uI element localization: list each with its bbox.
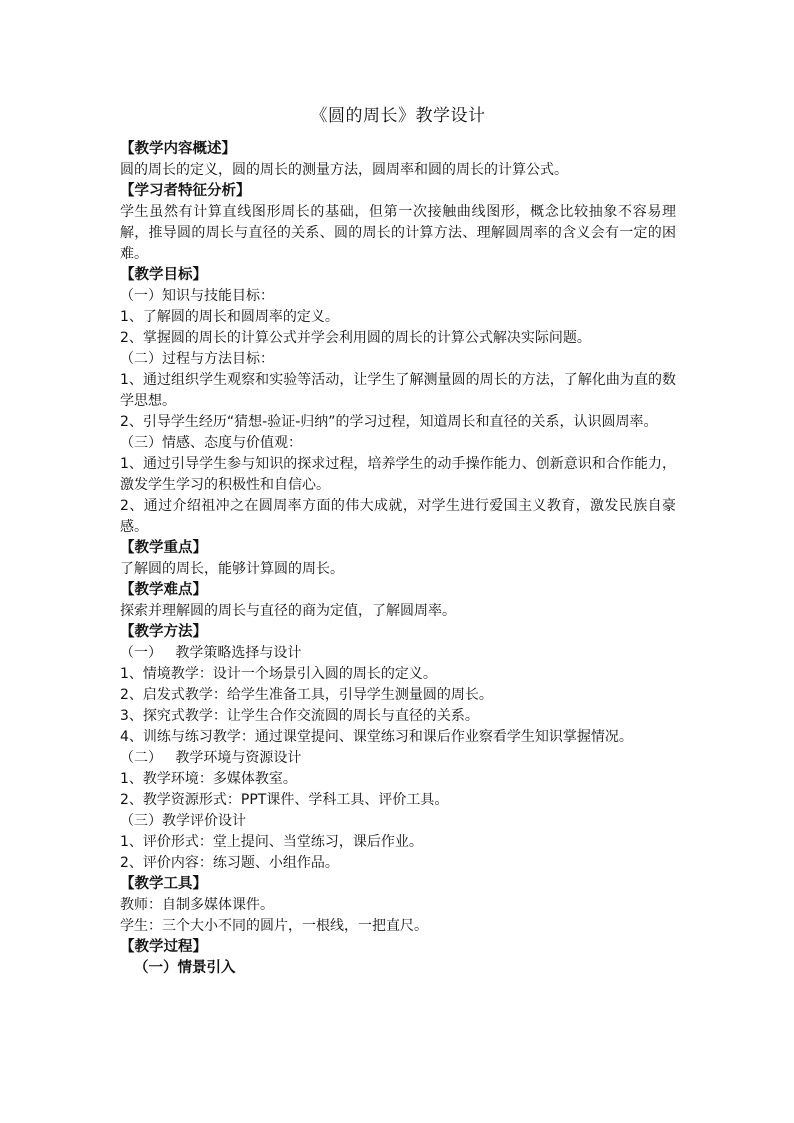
section-content-overview bbox=[120, 139, 676, 181]
section-text: 探索并理解圆的周长与直径的商为定值，了解圆周率。 bbox=[120, 603, 456, 619]
list-item: 2、启发式教学：给学生准备工具，引导学生测量圆的周长。 bbox=[120, 687, 493, 703]
list-item: 1、通过引导学生参与知识的探求过程，培养学生的动手操作能力、创新意识和合作能力，激发学生学习的积极性和自信心。 bbox=[120, 456, 676, 493]
list-item: 1、情境教学：设计一个场景引入圆的周长的定义。 bbox=[120, 666, 437, 682]
subheading: （一） 教学策略选择与设计 bbox=[120, 645, 302, 661]
section-difficulties bbox=[120, 580, 676, 622]
list-item: 2、掌握圆的周长的计算公式并学会利用圆的周长的计算公式解决实际问题。 bbox=[120, 330, 591, 346]
list-item: 1、评价形式：堂上提问、当堂练习，课后作业。 bbox=[120, 834, 423, 850]
subheading: （一）知识与技能目标： bbox=[120, 288, 274, 304]
list-item: 1、教学环境：多媒体教室。 bbox=[120, 771, 297, 787]
list-item: 教师：自制多媒体课件。 bbox=[120, 897, 274, 913]
section-text: 学生虽然有计算直线图形周长的基础，但第一次接触曲线图形，概念比较抽象不容易理解，推导圆的周长与直径的关系、圆的周长的计算方法、理解圆周率的含义会有一定的困难。 bbox=[120, 204, 676, 262]
section-heading: 【学习者特征分析】 bbox=[120, 183, 251, 199]
section-heading: 【教学内容概述】 bbox=[120, 141, 236, 157]
section-text: 了解圆的周长，能够计算圆的周长。 bbox=[120, 561, 344, 577]
document-title: 《圆的周长》教学设计 bbox=[310, 106, 486, 126]
subheading: （一）情景引入 bbox=[134, 960, 236, 976]
section-heading: 【教学目标】 bbox=[120, 267, 207, 283]
section-heading: 【教学重点】 bbox=[120, 540, 207, 556]
section-text: 圆的周长的定义，圆的周长的测量方法，圆周率和圆的周长的计算公式。 bbox=[120, 162, 568, 178]
list-item: 3、探究式教学：让学生合作交流圆的周长与直径的关系。 bbox=[120, 708, 479, 724]
subheading: （三）情感、态度与价值观： bbox=[120, 435, 302, 451]
list-item: 1、了解圆的周长和圆周率的定义。 bbox=[120, 309, 339, 325]
list-item: 2、通过介绍祖冲之在圆周率方面的伟大成就，对学生进行爱国主义教育，激发民族自豪感。 bbox=[120, 498, 676, 535]
list-item: 2、教学资源形式：PPT课件、学科工具、评价工具。 bbox=[120, 792, 449, 808]
document-page bbox=[120, 103, 676, 979]
section-objectives bbox=[120, 265, 676, 538]
subheading: （二）过程与方法目标： bbox=[120, 351, 274, 367]
list-item: 2、引导学生经历“猜想-验证-归纳”的学习过程，知道周长和直径的关系，认识圆周率。 bbox=[120, 414, 658, 430]
section-heading: 【教学难点】 bbox=[120, 582, 207, 598]
section-heading: 【教学方法】 bbox=[120, 624, 207, 640]
list-item: 1、通过组织学生观察和实验等活动，让学生了解测量圆的周长的方法，了解化曲为直的数学思想。 bbox=[120, 372, 676, 409]
section-tools bbox=[120, 874, 676, 937]
section-learner-analysis bbox=[120, 181, 676, 265]
list-item: 2、评价内容：练习题、小组作品。 bbox=[120, 855, 339, 871]
section-methods bbox=[120, 622, 676, 874]
section-process bbox=[120, 937, 676, 979]
list-item: 学生：三个大小不同的圆片，一根线，一把直尺。 bbox=[120, 918, 428, 934]
section-heading: 【教学工具】 bbox=[120, 876, 207, 892]
section-key-points bbox=[120, 538, 676, 580]
subheading: （三）教学评价设计 bbox=[120, 813, 246, 829]
list-item: 4、训练与练习教学：通过课堂提问、课堂练习和课后作业察看学生知识掌握情况。 bbox=[120, 729, 633, 745]
section-heading: 【教学过程】 bbox=[120, 939, 207, 955]
subheading: （二） 教学环境与资源设计 bbox=[120, 750, 302, 766]
